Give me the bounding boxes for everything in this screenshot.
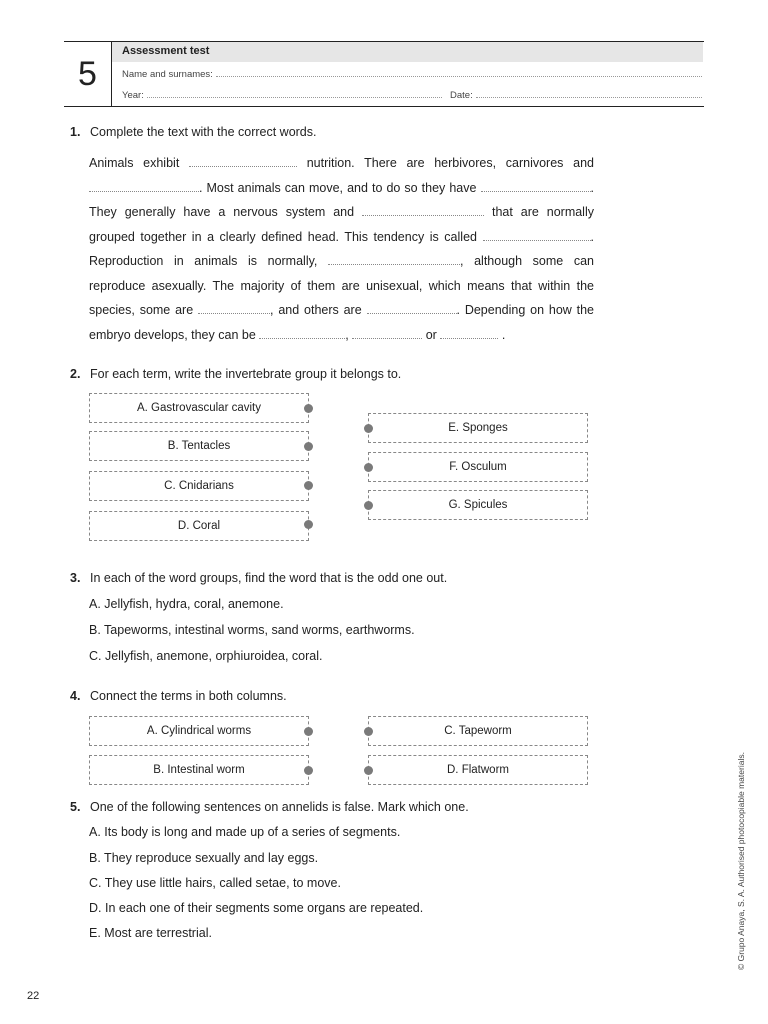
blank-field[interactable] — [440, 329, 498, 339]
year-field[interactable] — [122, 89, 442, 101]
option-item[interactable]: C. They use little hairs, called setae, to move. — [89, 876, 341, 890]
question-number: 2. — [70, 367, 81, 381]
option-item[interactable]: B. Tapeworms, intestinal worms, sand worms, earthworms. — [89, 623, 415, 637]
connector-dot[interactable] — [304, 727, 313, 736]
blank-field[interactable] — [352, 329, 422, 339]
term-box-left: C. Cnidarians — [89, 471, 309, 501]
option-item[interactable]: E. Most are terrestrial. — [89, 926, 212, 940]
blank-field[interactable] — [328, 255, 460, 265]
option-item[interactable]: D. In each one of their segments some organs are repeated. — [89, 901, 424, 915]
connector-dot[interactable] — [364, 727, 373, 736]
name-field[interactable] — [122, 68, 702, 80]
option-item[interactable]: B. They reproduce sexually and lay eggs. — [89, 851, 319, 865]
option-item[interactable]: C. Jellyfish, anemone, orphiuroidea, coral. — [89, 649, 323, 663]
blank-field[interactable] — [483, 231, 591, 241]
term-box-right: G. Spicules — [368, 490, 588, 520]
fill-in-paragraph: Animals exhibit nutrition. There are herbivores, carnivores and . Most animals can move, and to do so they have . They generally have a nervous system and that are normally grouped together in a clearly defined head. This tendency is called . Reproduction in animals is normally, , although some can reproduce asexually. The majority of them are unisexual, which means that within the species, some are , and others are . Depending on how the embryo develops, they can be , or . — [89, 156, 595, 342]
connector-dot[interactable] — [364, 766, 373, 775]
term-box-right: F. Osculum — [368, 452, 588, 482]
connector-dot[interactable] — [304, 442, 313, 451]
connector-dot[interactable] — [364, 463, 373, 472]
page-number: 22 — [27, 990, 40, 1002]
blank-field[interactable] — [259, 329, 345, 339]
blank-field[interactable] — [481, 182, 591, 192]
blank-field[interactable] — [362, 206, 484, 216]
term-box-left: A. Cylindrical worms — [89, 716, 309, 746]
term-box-left: D. Coral — [89, 511, 309, 541]
question-number: 5. — [70, 800, 81, 814]
term-box-right: E. Sponges — [368, 413, 588, 443]
question-number: 1. — [70, 125, 81, 139]
term-box-right: C. Tapeworm — [368, 716, 588, 746]
term-box-left: B. Tentacles — [89, 431, 309, 461]
year-label: Year: — [122, 90, 144, 101]
question-2 — [70, 367, 401, 381]
term-box-left: A. Gastrovascular cavity — [89, 393, 309, 423]
connector-dot[interactable] — [364, 501, 373, 510]
question-prompt: Complete the text with the correct words. — [90, 125, 317, 139]
question-1 — [70, 125, 316, 139]
connector-dot[interactable] — [364, 424, 373, 433]
copyright-notice: © Grupo Anaya, S. A. Authorised photocopiable materials. — [736, 752, 746, 970]
blank-field[interactable] — [198, 304, 270, 314]
connector-dot[interactable] — [304, 766, 313, 775]
question-prompt: For each term, write the invertebrate group it belongs to. — [90, 367, 402, 381]
unit-number: 5 — [64, 42, 112, 106]
header-title: Assessment test — [112, 42, 703, 62]
question-prompt: One of the following sentences on annelids is false. Mark which one. — [90, 800, 469, 814]
question-number: 4. — [70, 689, 81, 703]
question-3 — [70, 571, 447, 585]
option-item[interactable]: A. Its body is long and made up of a series of segments. — [89, 825, 401, 839]
date-label: Date: — [450, 90, 473, 101]
blank-field[interactable] — [367, 304, 457, 314]
question-4 — [70, 689, 287, 703]
worksheet-header — [64, 41, 704, 107]
connector-dot[interactable] — [304, 404, 313, 413]
name-label: Name and surnames: — [122, 69, 213, 80]
question-number: 3. — [70, 571, 81, 585]
blank-field[interactable] — [89, 182, 199, 192]
question-prompt: In each of the word groups, find the word that is the odd one out. — [90, 571, 448, 585]
connector-dot[interactable] — [304, 481, 313, 490]
option-item[interactable]: A. Jellyfish, hydra, coral, anemone. — [89, 597, 284, 611]
question-prompt: Connect the terms in both columns. — [90, 689, 287, 703]
connector-dot[interactable] — [304, 520, 313, 529]
blank-field[interactable] — [189, 157, 297, 167]
term-box-left: B. Intestinal worm — [89, 755, 309, 785]
term-box-right: D. Flatworm — [368, 755, 588, 785]
date-field[interactable] — [450, 89, 702, 101]
question-5 — [70, 800, 469, 814]
